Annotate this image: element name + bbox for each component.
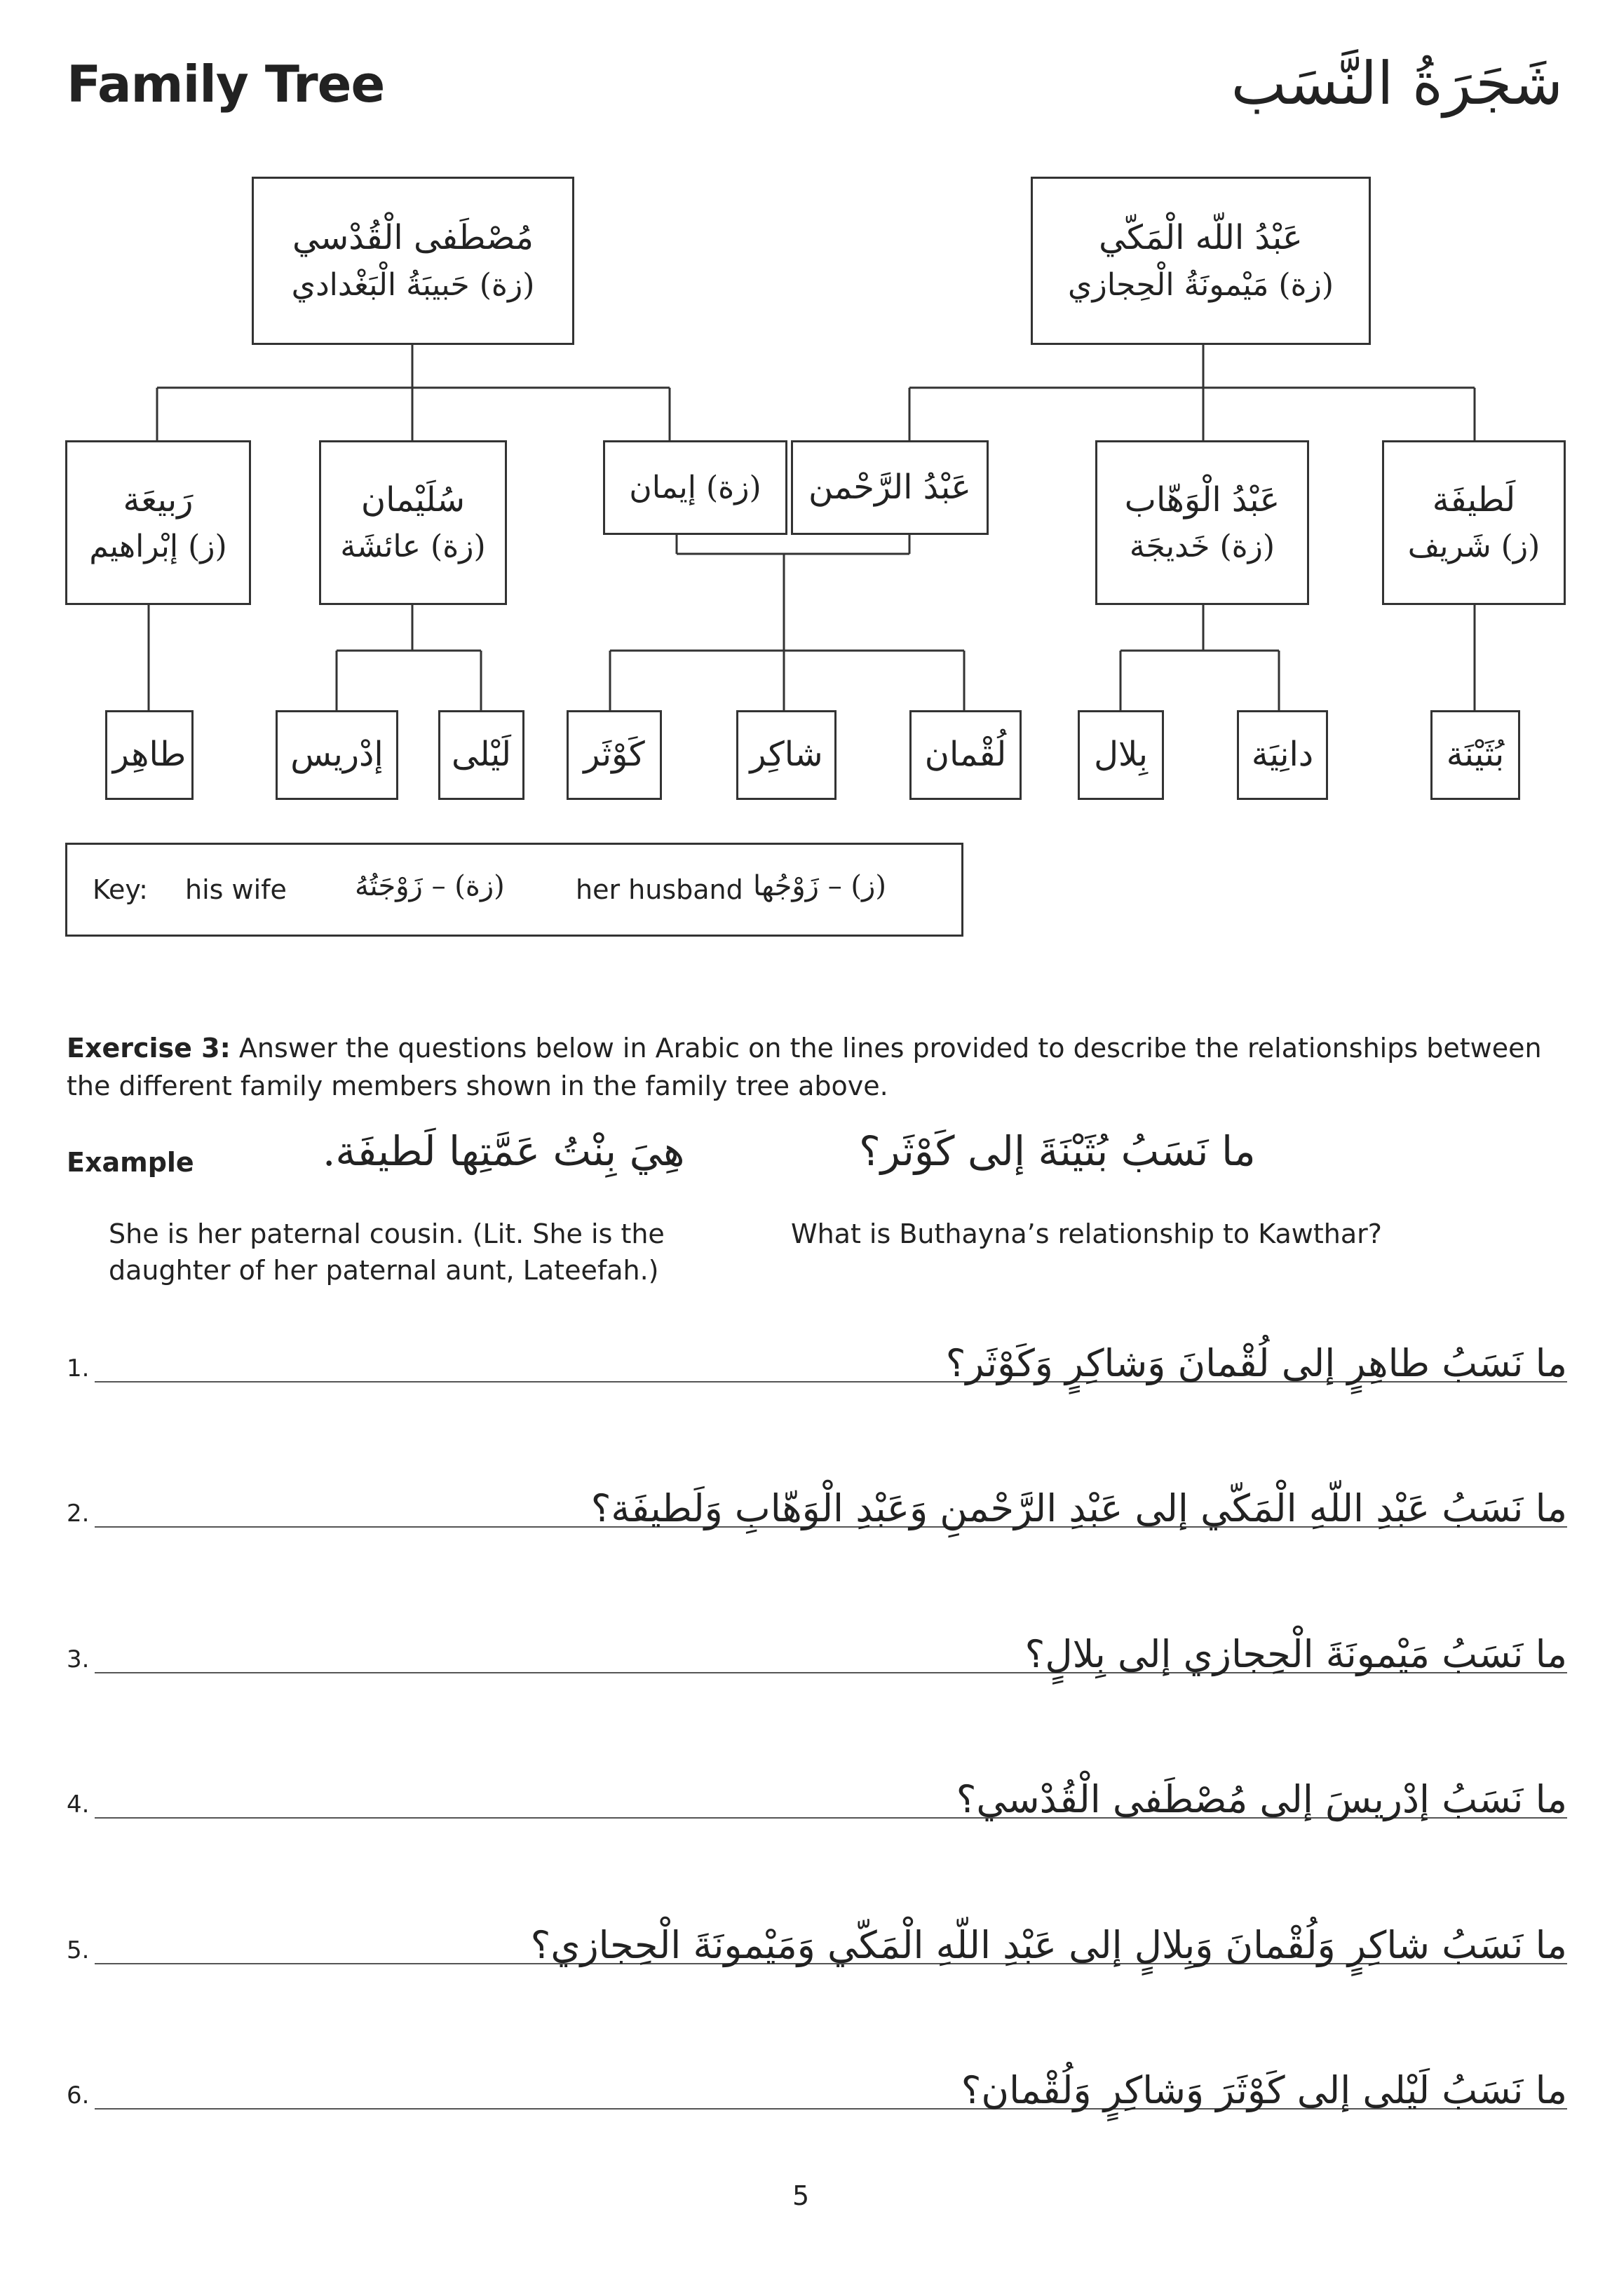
grandchild-name: بِلال <box>1094 735 1148 775</box>
exercise-instructions <box>67 1029 1553 1105</box>
grandmother-name: (زة) حَبيبَةُ الْبَغْدادي <box>291 266 535 303</box>
child-box-abdulrahman <box>791 440 989 535</box>
grandmother-name: (زة) مَيْمونَةُ الْحِجازي <box>1068 266 1334 303</box>
child-box-lateefa <box>1382 440 1566 605</box>
key-husband-ar: (ز) – زَوْجُها <box>753 870 886 902</box>
grandchild-box <box>1078 710 1164 800</box>
grandchild-name: لَيْلى <box>452 735 512 775</box>
page-title-english: Family Tree <box>67 55 385 114</box>
key-husband-en: her husband <box>576 874 743 905</box>
question-row <box>67 1767 1567 1823</box>
question-text: ما نَسَبُ لَيْلى إلى كَوْثَرَ وَشاكِرٍ وَلُقْمان؟ <box>961 2068 1567 2112</box>
example-question-arabic: ما نَسَبُ بُثَيْنَةَ إلى كَوْثَر؟ <box>859 1127 1256 1175</box>
exercise-text: Answer the questions below in Arabic on the lines provided to describe the relationships between the different family members shown in the family tree above. <box>67 1033 1542 1101</box>
grandchild-name: دانِيَة <box>1251 735 1314 775</box>
question-number: 4. <box>67 1791 90 1819</box>
page-number: 5 <box>792 2180 810 2211</box>
child-name: رَبيعَة <box>123 480 194 519</box>
question-text: ما نَسَبُ مَيْمونَةَ الْحِجازي إلى بِلالٍ؟ <box>1024 1632 1567 1676</box>
question-row <box>67 1622 1567 1678</box>
page-title-arabic: شَجَرَةُ النَّسَب <box>1231 49 1563 118</box>
grandchild-box <box>909 710 1022 800</box>
spouse-name: (ز) إبْراهيم <box>89 529 227 565</box>
grandchild-name: شاكِر <box>750 735 823 775</box>
key-wife-ar: (زة) – زَوْجَتُهُ <box>355 870 505 902</box>
key-label: Key: <box>93 874 148 905</box>
question-text: ما نَسَبُ شاكِرٍ وَلُقْمانَ وَبِلالٍ إلى عَبْدِ اللّهِ الْمَكّي وَمَيْمونَةَ الْحِجازي؟ <box>530 1923 1567 1967</box>
grandchild-name: إدْريس <box>290 735 384 775</box>
child-box-abdulwahhab <box>1095 440 1309 605</box>
question-number: 2. <box>67 1500 90 1528</box>
question-row <box>67 1913 1567 1969</box>
grandfather-name: عَبْدُ اللّه الْمَكّي <box>1099 218 1303 258</box>
grandchild-box <box>105 710 194 800</box>
grandchild-box <box>438 710 524 800</box>
grandchild-box <box>736 710 837 800</box>
example-question-english: What is Buthayna’s relationship to Kawthar? <box>791 1218 1382 1249</box>
question-row <box>67 1476 1567 1532</box>
question-text: ما نَسَبُ طاهِرٍ إلى لُقْمانَ وَشاكِرٍ وَكَوْثَر؟ <box>945 1341 1567 1385</box>
grandchild-name: بُثَيْنَة <box>1446 735 1505 775</box>
example-answer-english: She is her paternal cousin. (Lit. She is the daughter of her paternal aunt, Lateefah.) <box>109 1218 665 1286</box>
legend-key <box>65 843 963 937</box>
grandchild-name: طاهِر <box>112 735 187 775</box>
child-box-iman <box>603 440 787 535</box>
grandchild-box <box>1430 710 1520 800</box>
grandchild-box <box>276 710 398 800</box>
spouse-name: (زة) إيمان <box>629 469 761 505</box>
example-label: Example <box>67 1147 194 1178</box>
example-answer-arabic: هِيَ بِنْتُ عَمَّتِها لَطيفَة. <box>323 1127 685 1175</box>
grandchild-name: لُقْمان <box>924 735 1007 775</box>
child-box-rabia <box>65 440 251 605</box>
question-text: ما نَسَبُ عَبْدِ اللّهِ الْمَكّي إلى عَبْدِ الرَّحْمنِ وَعَبْدِ الْوَهّابِ وَلَطيفَة؟ <box>590 1486 1567 1530</box>
child-box-sulayman <box>319 440 507 605</box>
question-number: 6. <box>67 2081 90 2110</box>
question-number: 3. <box>67 1645 90 1673</box>
child-name: لَطيفَة <box>1432 480 1516 519</box>
grandfather-name: مُصْطَفى الْقُدْسي <box>292 218 534 258</box>
question-text: ما نَسَبُ إدْريسَ إلى مُصْطَفى الْقُدْسي؟ <box>956 1777 1567 1821</box>
grandparents-box-makki <box>1031 177 1371 345</box>
spouse-name: (ز) شَريف <box>1407 529 1540 565</box>
grandchild-box <box>567 710 662 800</box>
question-number: 5. <box>67 1936 90 1964</box>
grandchild-name: كَوْثَر <box>583 735 645 775</box>
question-row <box>67 1331 1567 1387</box>
spouse-name: (زة) عائشَة <box>340 529 486 565</box>
grandchild-box <box>1237 710 1328 800</box>
grandparents-box-qudsi <box>252 177 574 345</box>
spouse-name: (زة) خَديجَة <box>1129 529 1275 565</box>
question-number: 1. <box>67 1354 90 1383</box>
exercise-label: Exercise 3: <box>67 1033 231 1064</box>
key-wife-en: his wife <box>185 874 287 905</box>
question-row <box>67 2058 1567 2114</box>
child-name: عَبْدُ الرَّحْمن <box>808 467 971 507</box>
child-name: سُلَيْمان <box>360 480 466 519</box>
child-name: عَبْدُ الْوَهّاب <box>1124 480 1280 519</box>
